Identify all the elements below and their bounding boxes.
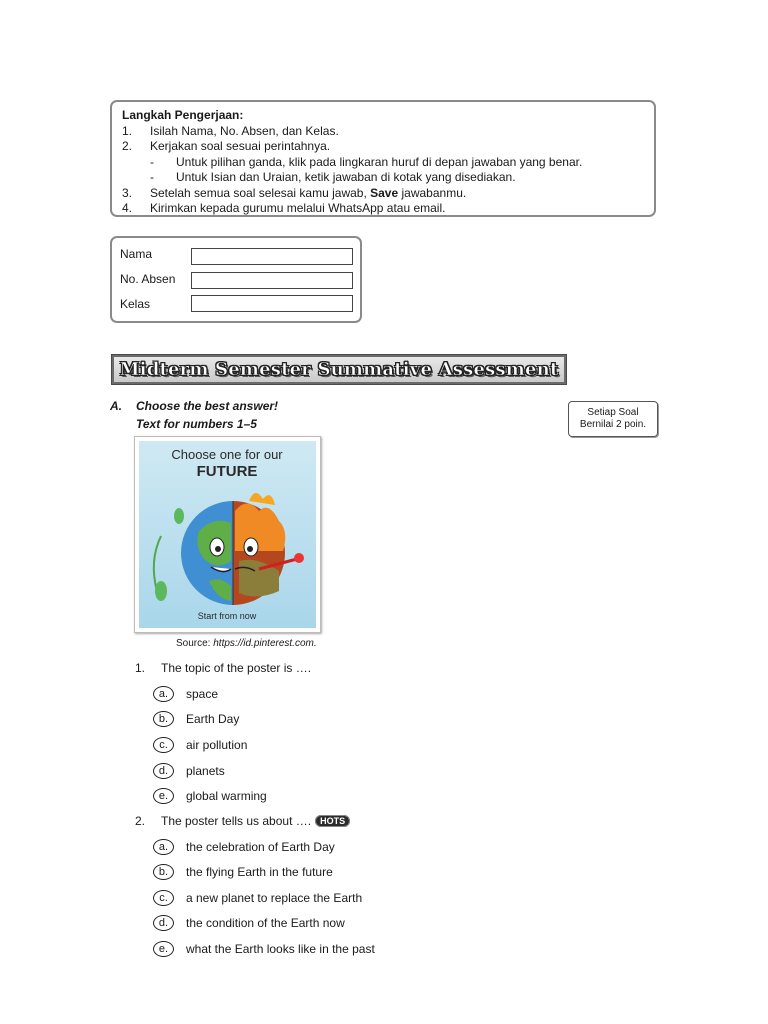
instruction-step xyxy=(122,124,644,140)
kelas-label: Kelas xyxy=(120,297,151,311)
option-text: the celebration of Earth Day xyxy=(186,840,335,854)
source-label: Source: xyxy=(176,638,214,649)
option-d-circle[interactable]: d. xyxy=(153,915,174,931)
option-a-circle[interactable]: a. xyxy=(153,839,174,855)
option-text: a new planet to replace the Earth xyxy=(186,891,363,905)
option-b-circle[interactable]: b. xyxy=(153,864,174,880)
step-number: 1. xyxy=(122,123,133,138)
option-text: global warming xyxy=(186,789,267,803)
option-d-circle[interactable]: d. xyxy=(153,763,174,779)
option-c-circle[interactable]: c. xyxy=(153,890,174,906)
section-subtitle: Text for numbers 1–5 xyxy=(136,417,257,431)
question-text-wrap xyxy=(161,814,350,828)
instructions-title: Langkah Pengerjaan: xyxy=(122,108,244,122)
poster-heading-1: Choose one for our xyxy=(171,447,283,462)
question-number: 2. xyxy=(135,814,146,828)
step-text-after: jawabanmu. xyxy=(398,185,467,200)
identity-box xyxy=(110,236,362,323)
option-text: planets xyxy=(186,764,225,778)
question-text: The topic of the poster is …. xyxy=(161,661,312,675)
score-line-1: Setiap Soal xyxy=(587,407,639,418)
step-text-before: Setelah semua soal selesai kamu jawab, xyxy=(150,185,371,200)
option-b-circle[interactable]: b. xyxy=(153,711,174,727)
banner-title: Midterm Semester Summative Assessment xyxy=(114,357,564,382)
source-url: https://id.pinterest.com. xyxy=(213,638,317,649)
option-text: air pollution xyxy=(186,738,248,752)
question-number: 1. xyxy=(135,661,146,675)
step-number: 3. xyxy=(122,185,133,200)
instruction-substep xyxy=(122,170,644,186)
option-text: Earth Day xyxy=(186,712,240,726)
name-label: Nama xyxy=(120,247,153,261)
substep-dash: - xyxy=(150,154,154,169)
step-number: 2. xyxy=(122,139,133,153)
poster-image xyxy=(134,436,321,633)
save-keyword: Save xyxy=(370,185,399,200)
score-info-box xyxy=(568,401,658,437)
option-text: space xyxy=(186,687,219,701)
substep-dash: - xyxy=(150,170,154,184)
poster-illustration xyxy=(139,441,316,628)
assessment-banner xyxy=(111,354,567,385)
instruction-step xyxy=(122,201,644,217)
question-text: The poster tells us about …. xyxy=(161,814,312,828)
poster-heading-2: FUTURE xyxy=(196,463,258,480)
name-field[interactable] xyxy=(191,248,353,265)
step-text: Kirimkan kepada gurumu melalui WhatsApp atau email. xyxy=(150,201,446,215)
step-text: Kerjakan soal sesuai perintahnya. xyxy=(150,139,331,153)
instruction-substep xyxy=(122,155,644,171)
kelas-field[interactable] xyxy=(191,295,353,312)
score-line-2: Bernilai 2 poin. xyxy=(579,419,647,430)
step-text xyxy=(150,186,466,202)
step-text: Isilah Nama, No. Absen, dan Kelas. xyxy=(150,123,339,138)
image-source xyxy=(176,638,317,649)
option-e-circle[interactable]: e. xyxy=(153,788,174,804)
instruction-step xyxy=(122,139,644,155)
option-text: the flying Earth in the future xyxy=(186,865,333,879)
absen-label: No. Absen xyxy=(120,272,176,286)
hots-badge: HOTS xyxy=(315,815,350,827)
option-a-circle[interactable]: a. xyxy=(153,686,174,702)
instructions-box xyxy=(110,100,656,217)
option-e-circle[interactable]: e. xyxy=(153,941,174,957)
option-c-circle[interactable]: c. xyxy=(153,737,174,753)
substep-text: Untuk pilihan ganda, klik pada lingkaran huruf di depan jawaban yang benar. xyxy=(176,154,583,169)
step-number: 4. xyxy=(122,201,133,215)
section-letter: A. xyxy=(110,399,122,413)
section-title: Choose the best answer! xyxy=(136,399,279,413)
option-text: what the Earth looks like in the past xyxy=(186,942,375,956)
poster-footer: Start from now xyxy=(197,611,257,621)
absen-field[interactable] xyxy=(191,272,353,289)
option-text: the condition of the Earth now xyxy=(186,916,345,930)
substep-text: Untuk Isian dan Uraian, ketik jawaban di kotak yang disediakan. xyxy=(176,170,516,184)
instruction-step xyxy=(122,186,644,202)
